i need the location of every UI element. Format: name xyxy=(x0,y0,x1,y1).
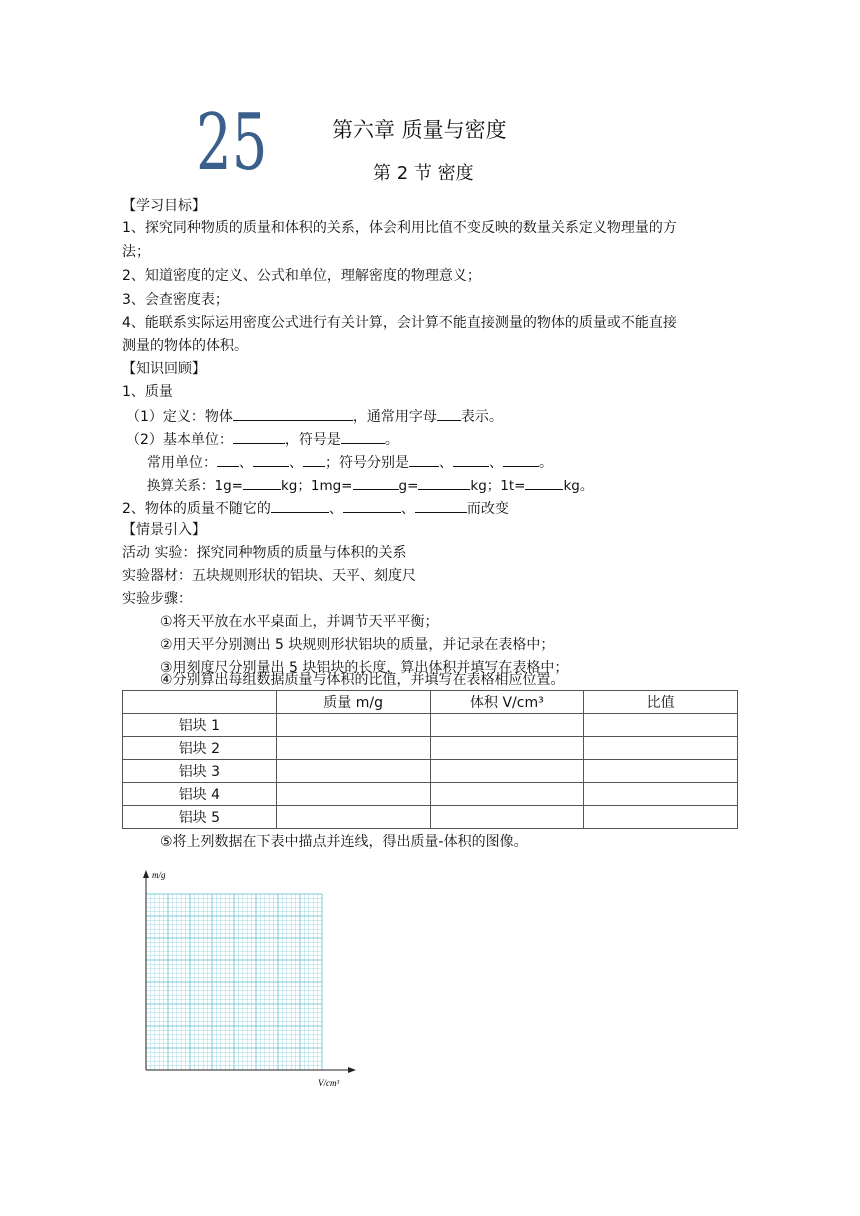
period: 。 xyxy=(539,455,553,471)
step-line: ④分别算出每组数据质量与体积的比值，并填写在表格相应位置。 xyxy=(160,672,565,688)
unit-text: （2）基本单位： xyxy=(126,432,233,448)
fill-blank[interactable] xyxy=(253,451,289,467)
fill-blank[interactable] xyxy=(233,405,353,421)
fill-blank[interactable] xyxy=(343,497,401,513)
fill-blank[interactable] xyxy=(341,428,385,444)
table-header-row xyxy=(123,691,738,714)
table-row xyxy=(123,806,738,829)
x-axis-label: V/cm³ xyxy=(318,1078,340,1088)
page-number: 25 xyxy=(196,98,268,188)
fill-blank[interactable] xyxy=(453,451,489,467)
unit-line xyxy=(126,428,399,450)
conversion-line xyxy=(147,474,593,496)
fill-blank[interactable] xyxy=(353,474,399,490)
table-row xyxy=(123,760,738,783)
fill-blank[interactable] xyxy=(503,451,539,467)
definition-text: 表示。 xyxy=(460,409,503,425)
conversion-text: kg。 xyxy=(563,478,594,494)
table-header-cell: 比值 xyxy=(584,691,738,714)
review-item-2 xyxy=(122,497,509,519)
scene-heading: 【情景引入】 xyxy=(122,522,206,538)
table-cell[interactable] xyxy=(276,806,430,829)
fill-blank[interactable] xyxy=(525,474,563,490)
section-title: 第 2 节 密度 xyxy=(373,163,474,184)
separator: 、 xyxy=(328,501,343,517)
y-axis-label: m/g xyxy=(152,870,166,880)
common-units-line xyxy=(147,451,553,473)
separator: 、 xyxy=(289,455,303,471)
table-cell[interactable] xyxy=(584,714,738,737)
step-line: ③用刻度尺分别量出 5 块铝块的长度，算出体积并填写在表格中； xyxy=(160,660,569,676)
row-label: 铝块 5 xyxy=(123,806,277,829)
item2-text: 2、物体的质量不随它的 xyxy=(122,501,271,517)
table-cell[interactable] xyxy=(276,783,430,806)
goal-line: 4、能联系实际运用密度公式进行有关计算，会计算不能直接测量的物体的质量或不能直接 xyxy=(122,315,677,331)
unit-text: ，符号是 xyxy=(284,432,341,448)
table-cell[interactable] xyxy=(430,783,584,806)
fill-blank[interactable] xyxy=(233,428,285,444)
table-row xyxy=(123,737,738,760)
data-table xyxy=(122,690,738,829)
goal-line: 测量的物体的体积。 xyxy=(122,338,248,354)
mass-volume-graph xyxy=(128,864,358,1094)
fill-blank[interactable] xyxy=(418,474,470,490)
table-row xyxy=(123,783,738,806)
table-cell[interactable] xyxy=(584,806,738,829)
equipment-line: 实验器材：五块规则形状的铝块、天平、刻度尺 xyxy=(122,568,416,584)
activity-line: 活动 实验：探究同种物质的质量与体积的关系 xyxy=(122,545,407,561)
fill-blank[interactable] xyxy=(437,405,461,421)
table-cell[interactable] xyxy=(430,737,584,760)
separator: 、 xyxy=(489,455,503,471)
conversion-text: kg；1t= xyxy=(470,478,526,494)
graph-grid xyxy=(146,894,322,1070)
fill-blank[interactable] xyxy=(217,451,239,467)
common-units-text: 常用单位： xyxy=(147,455,217,471)
definition-text: （1）定义：物体 xyxy=(126,409,233,425)
table-cell[interactable] xyxy=(276,760,430,783)
fill-blank[interactable] xyxy=(409,451,439,467)
chapter-title: 第六章 质量与密度 xyxy=(332,118,507,142)
row-label: 铝块 3 xyxy=(123,760,277,783)
fill-blank[interactable] xyxy=(243,474,281,490)
table-cell[interactable] xyxy=(276,714,430,737)
review-heading: 【知识回顾】 xyxy=(122,361,206,377)
table-cell[interactable] xyxy=(276,737,430,760)
goals-heading: 【学习目标】 xyxy=(122,198,206,214)
definition-text: ，通常用字母 xyxy=(352,409,437,425)
goal-line: 1、探究同种物质的质量和体积的关系，体会利用比值不变反映的数量关系定义物理量的方 xyxy=(122,220,677,236)
table-header-cell: 体积 V/cm³ xyxy=(430,691,584,714)
conversion-text: g= xyxy=(398,478,419,494)
fill-blank[interactable] xyxy=(271,497,329,513)
table-cell[interactable] xyxy=(584,737,738,760)
row-label: 铝块 2 xyxy=(123,737,277,760)
item2-text: 而改变 xyxy=(466,501,509,517)
y-axis-arrow-icon xyxy=(143,870,149,878)
definition-line xyxy=(126,405,503,427)
row-label: 铝块 4 xyxy=(123,783,277,806)
table-row xyxy=(123,714,738,737)
step-line: ②用天平分别测出 5 块规则形状铝块的质量，并记录在表格中； xyxy=(160,637,555,653)
fill-blank[interactable] xyxy=(415,497,467,513)
step-line: ①将天平放在水平桌面上，并调节天平平衡； xyxy=(160,614,439,630)
common-units-text: ；符号分别是 xyxy=(325,455,409,471)
table-cell[interactable] xyxy=(430,806,584,829)
separator: 、 xyxy=(439,455,453,471)
step-5-line: ⑤将上列数据在下表中描点并连线，得出质量-体积的图像。 xyxy=(160,834,528,850)
separator: 、 xyxy=(239,455,253,471)
goal-line: 2、知道密度的定义、公式和单位，理解密度的物理意义； xyxy=(122,268,481,284)
goal-line: 法； xyxy=(122,244,150,260)
table-cell[interactable] xyxy=(584,783,738,806)
table-cell[interactable] xyxy=(430,714,584,737)
review-item-1: 1、质量 xyxy=(122,384,173,400)
table-header-cell: 质量 m/g xyxy=(276,691,430,714)
conversion-text: kg；1mg= xyxy=(280,478,353,494)
row-label: 铝块 1 xyxy=(123,714,277,737)
goal-line: 3、会查密度表； xyxy=(122,292,229,308)
separator: 、 xyxy=(400,501,415,517)
table-header-cell xyxy=(123,691,277,714)
steps-label: 实验步骤： xyxy=(122,591,192,607)
x-axis-arrow-icon xyxy=(348,1067,356,1073)
unit-text: 。 xyxy=(384,432,399,448)
fill-blank[interactable] xyxy=(303,451,325,467)
conversion-text: 换算关系：1g= xyxy=(147,478,243,494)
table-cell[interactable] xyxy=(430,760,584,783)
table-cell[interactable] xyxy=(584,760,738,783)
